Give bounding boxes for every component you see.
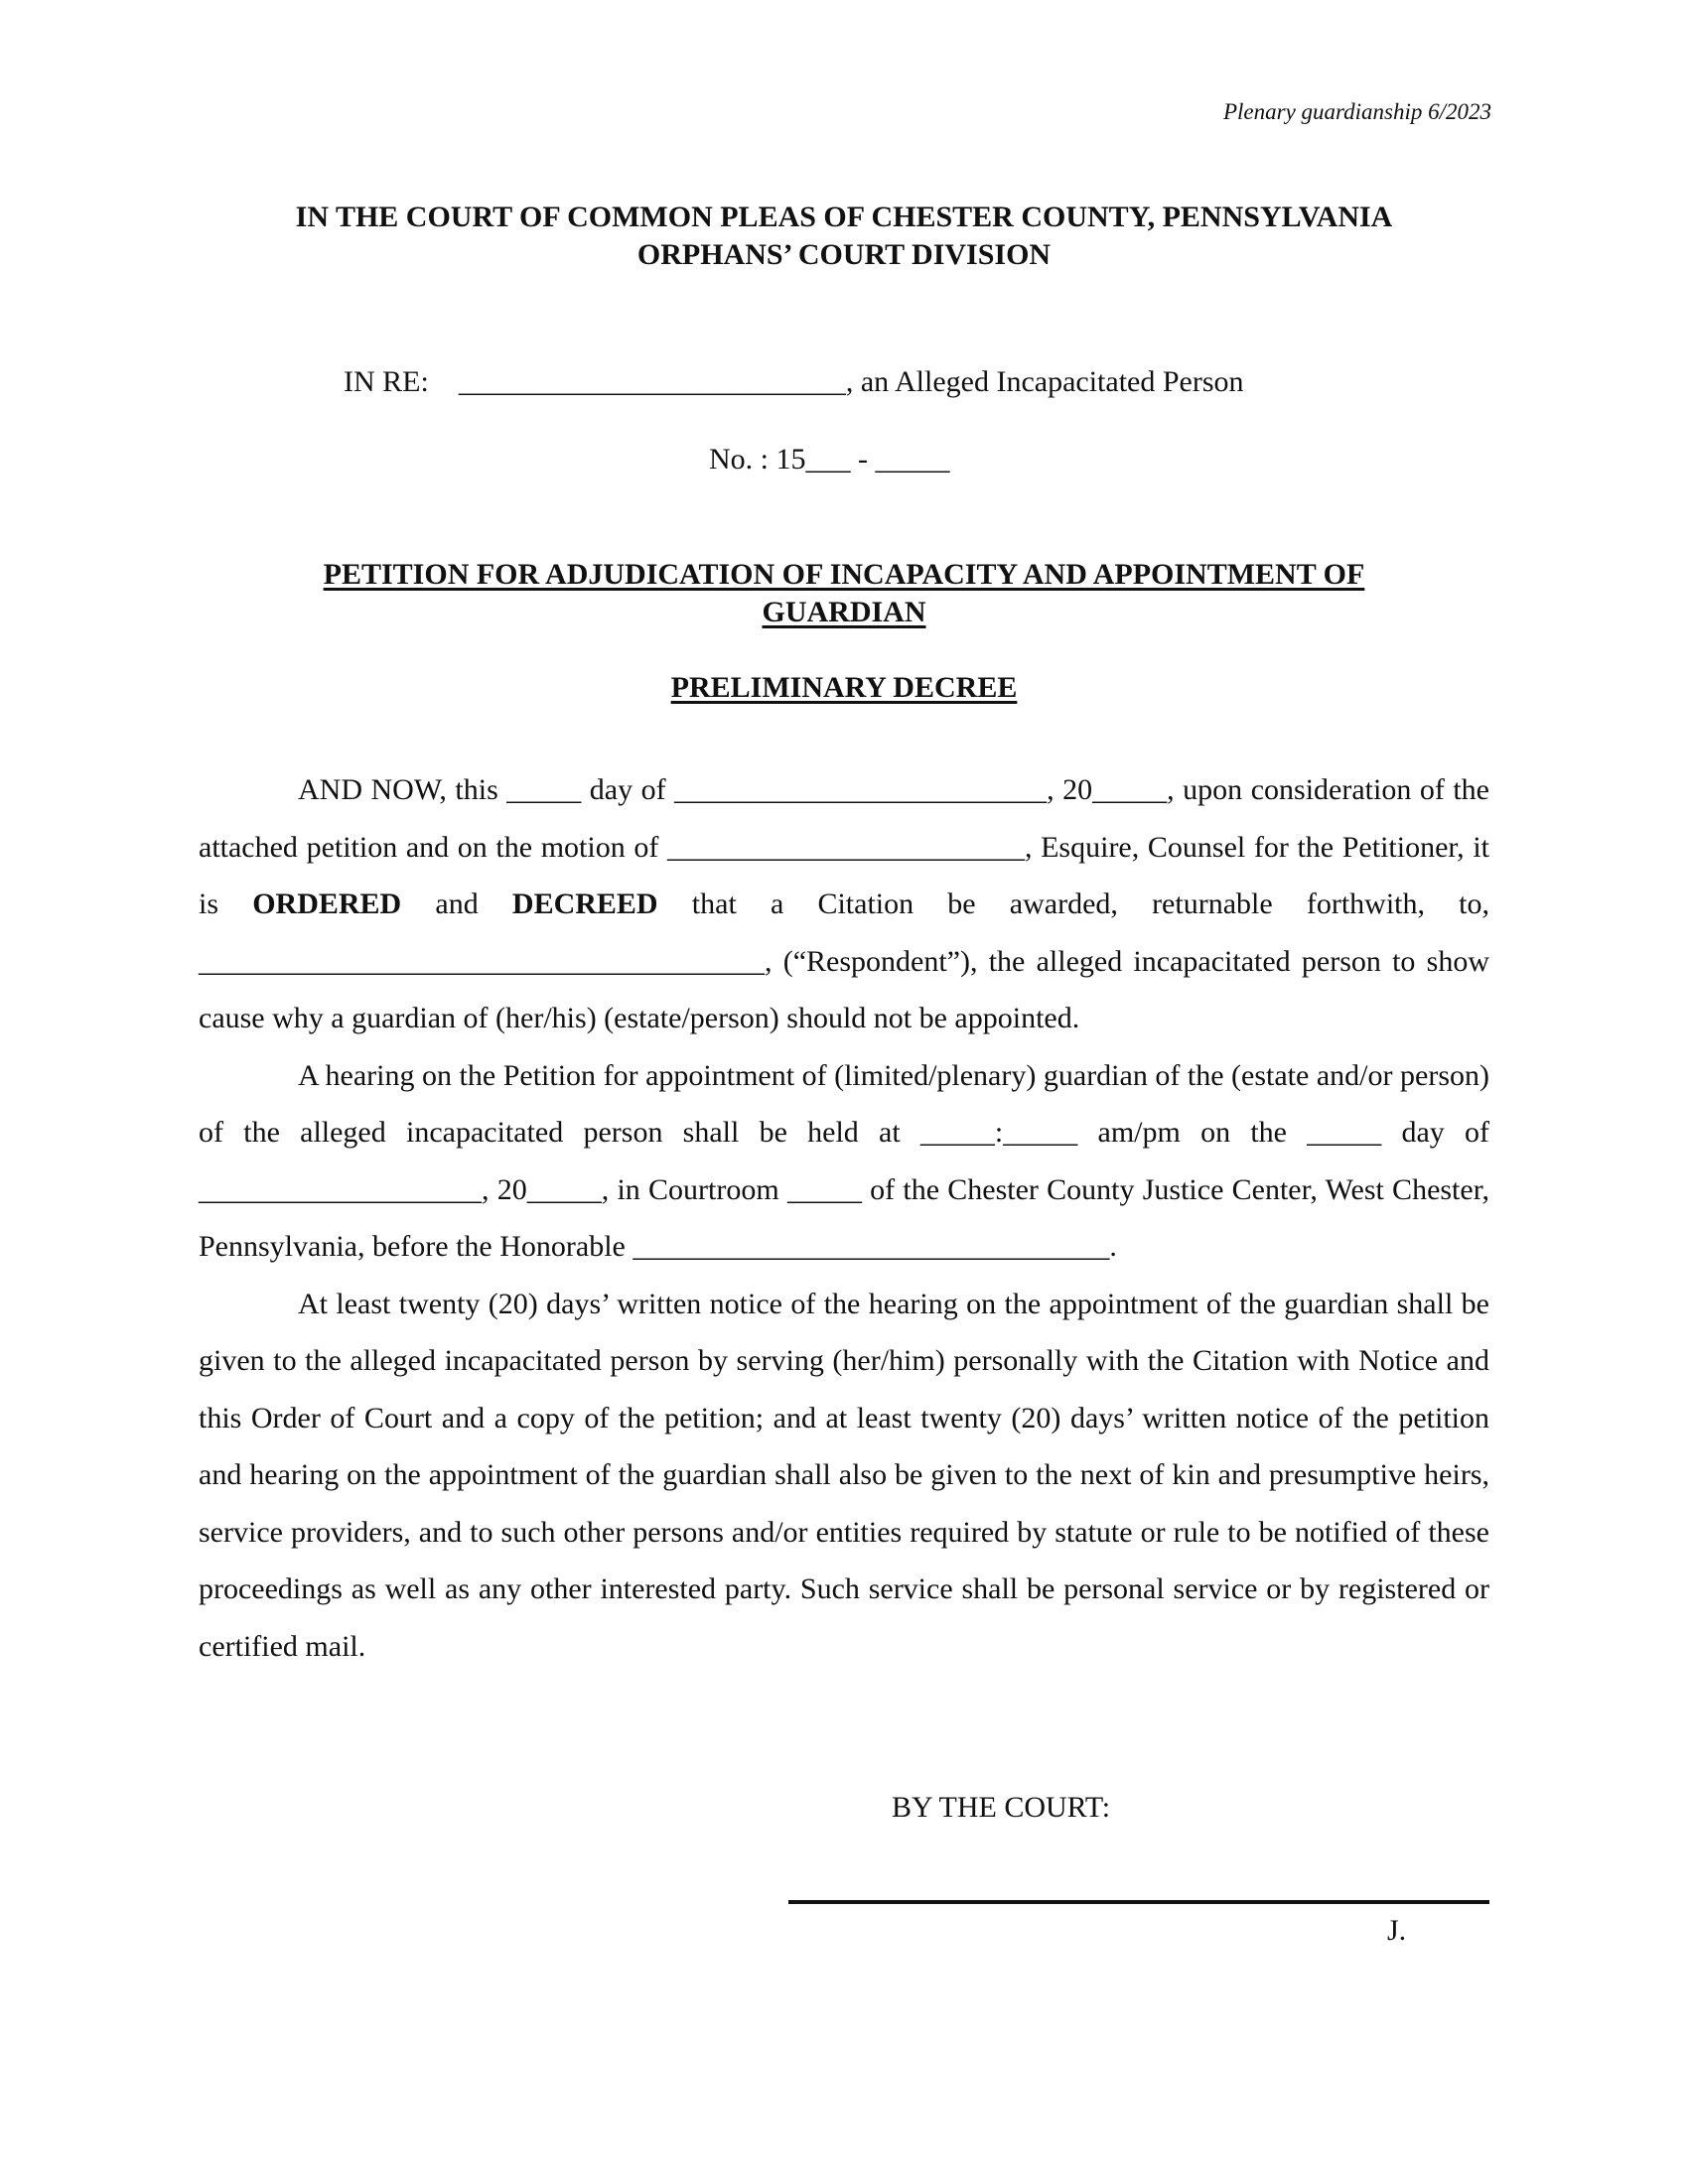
in-re-caption bbox=[344, 365, 1244, 399]
in-re-label: IN RE: bbox=[344, 365, 429, 398]
by-the-court-label: BY THE COURT: bbox=[892, 1791, 1111, 1824]
decree-title bbox=[0, 671, 1688, 705]
petition-title bbox=[0, 556, 1688, 631]
decree-title-text: PRELIMINARY DECREE bbox=[670, 671, 1018, 704]
respondent-name-blank: __________________________ bbox=[458, 365, 846, 398]
form-version-label: Plenary guardianship 6/2023 bbox=[1222, 99, 1491, 124]
court-heading-line2: ORPHANS’ COURT DIVISION bbox=[636, 238, 1052, 271]
in-re-suffix: , an Alleged Incapacitated Person bbox=[845, 365, 1244, 398]
paragraph-citation-part2: that a Citation be awarded, returnable forthwith, to, ______________________________________, (“Respondent”), the alleged incapacitated person to show cause why a guardian of (her/his) (estate/person) should not be appointed. bbox=[199, 887, 1490, 1034]
decree-body bbox=[199, 761, 1489, 1675]
judge-designation: J. bbox=[1387, 1914, 1407, 1947]
court-heading bbox=[0, 199, 1688, 274]
court-heading-line1: IN THE COURT OF COMMON PLEAS OF CHESTER COUNTY, PENNSYLVANIA bbox=[295, 201, 1393, 233]
petition-title-line2: GUARDIAN bbox=[762, 596, 926, 628]
paragraph-hearing: A hearing on the Petition for appointment of (limited/plenary) guardian of the (estate and/or person) of the alleged incapacitated person shall be held at _____:_____ am/pm on the _____ day of ___________________, 20_____, in Courtroom _____ of the Chester County Justice Center, West Chester, Pennsylvania, before the Honorable ________________________________. bbox=[199, 1058, 1489, 1263]
petition-title-line1: PETITION FOR ADJUDICATION OF INCAPACITY AND APPOINTMENT OF bbox=[323, 558, 1365, 591]
ordered-word: ORDERED bbox=[252, 887, 402, 920]
decreed-word: DECREED bbox=[511, 887, 658, 920]
case-number: No. : 15___ - _____ bbox=[709, 443, 950, 476]
paragraph-citation: AND NOW, this _____ day of _________________________, 20_____, upon consideration of the attached petition and on the motion of ________________________, Esquire, Counsel for the Petitioner, it is ORDERED and DECREED that a Citation be awarded, returnable forthwith, to, ______________________________________, (“Respondent”), the alleged incapacitated person to show cause why a guardian of (her/his) (estate/person) should not be appointed. bbox=[199, 773, 1490, 1034]
signature-line bbox=[788, 1900, 1489, 1904]
paragraph-citation-part1: AND NOW, this _____ day of _________________________, 20_____, upon consideration of the attached petition and on the motion of ________________________, Esquire, Counsel for the Petitioner, it is bbox=[199, 773, 1489, 920]
paragraph-notice: At least twenty (20) days’ written notice of the hearing on the appointment of the guardian shall be given to the alleged incapacitated person by serving (her/him) personally with the Citation with Notice and this Order of Court and a copy of the petition; and at least twenty (20) days’ written notice of the petition and hearing on the appointment of the guardian shall also be given to the next of kin and presumptive heirs, service providers, and to such other persons and/or entities required by statute or rule to be notified of these proceedings as well as any other interested party. Such service shall be personal service or by registered or certified mail. bbox=[199, 1287, 1489, 1663]
